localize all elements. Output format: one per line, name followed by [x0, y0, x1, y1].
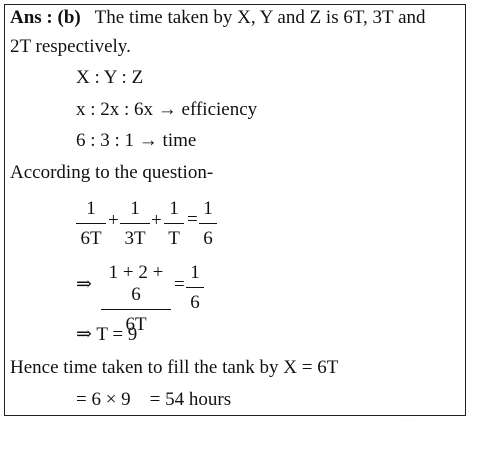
fraction-numerator: 1 [190, 262, 200, 283]
fraction-numerator: 1 + 2 + 6 [108, 262, 164, 305]
fraction-1-3T [120, 198, 150, 250]
plus-sign: + [151, 210, 162, 231]
equals-sign: = [187, 209, 198, 230]
equals-sign: = [174, 274, 185, 295]
fraction-numerator: 1 [169, 198, 179, 219]
answer-label: Ans : (b) [10, 7, 81, 28]
final-answer: = 6 × 9 = 54 hours [76, 389, 232, 410]
fraction-bar [164, 223, 184, 224]
efficiency-ratio: x : 2x : 6x → efficiency [76, 99, 258, 120]
watermark: · . · · [400, 416, 414, 424]
fraction-bar [186, 287, 204, 288]
fraction-numerator: 1 [86, 198, 96, 219]
t-equals-line: ⇒ T = 9 [76, 324, 138, 345]
ratio-names: X : Y : Z [76, 67, 144, 88]
intro-line-1 [10, 7, 426, 29]
fraction-denominator: 6T [80, 228, 102, 249]
fraction-1-6T [76, 198, 106, 250]
fraction-denominator: 6 [190, 292, 200, 313]
fraction-bar [120, 223, 150, 224]
time-ratio: 6 : 3 : 1 → time [76, 130, 197, 151]
fraction-denominator: T [168, 228, 180, 249]
fraction-bar [199, 223, 217, 224]
hence-line: Hence time taken to fill the tank by X = 6T [10, 357, 339, 378]
plus-sign: + [108, 210, 119, 231]
fraction-denominator: 3T [124, 228, 146, 249]
implies-arrow: ⇒ [76, 274, 92, 295]
fraction-1-T [164, 198, 184, 250]
intro-text-1: The time taken by X, Y and Z is 6T, 3T and [94, 7, 426, 28]
fraction-denominator: 6 [203, 228, 213, 249]
fraction-numerator: 1 [130, 198, 140, 219]
fraction-denominator: 6T [125, 314, 147, 335]
fraction-bar [76, 223, 106, 224]
according-text: According to the question- [10, 162, 214, 183]
fraction-1-6 [199, 198, 217, 250]
fraction-1-6 [186, 262, 204, 314]
intro-line-2: 2T respectively. [10, 36, 131, 57]
answer-box [4, 4, 466, 416]
fraction-bar [101, 309, 171, 310]
fraction-numerator: 1 [203, 198, 213, 219]
